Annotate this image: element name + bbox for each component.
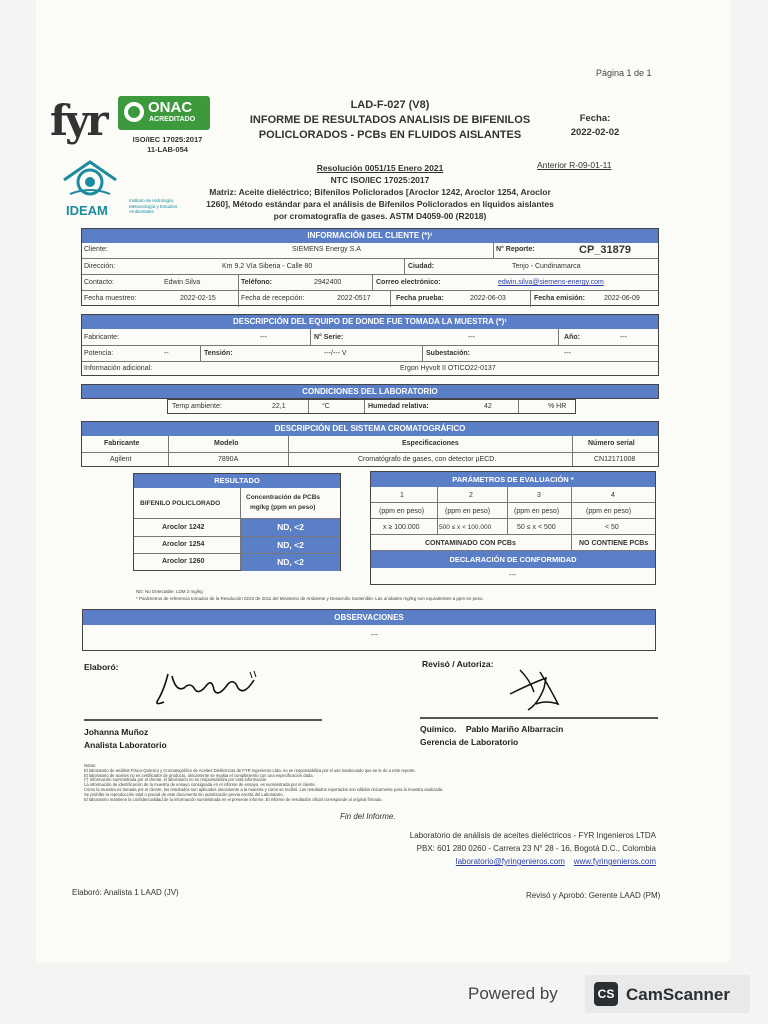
fprueba-label: Fecha prueba:: [396, 295, 444, 302]
header-date: [560, 112, 630, 140]
ciudad-value: Tenjo - Cundinamarca: [512, 263, 581, 270]
camscanner-name: CamScanner: [626, 985, 730, 1004]
footer-lab-info: [360, 829, 656, 868]
quimico-label: Químico.: [420, 724, 457, 734]
note-line: El laboratorio de análisis Físico-Químico y Cromatográfico de Aceites Dieléctricos de FYR Ingenieros Ltda. no se responsabiliza por el uso inadecuado que se le de a este reporte.: [84, 767, 416, 773]
cargo-1: Analista Laboratorio: [84, 740, 167, 750]
param-unit-4: (ppm en peso): [586, 508, 632, 515]
h-modelo: Modelo: [214, 440, 239, 447]
frecepcion-label: Fecha de recepción:: [241, 295, 305, 302]
tension-value: ---/--- V: [324, 350, 347, 357]
h-bifenilo: BIFENILO POLICLORADO: [140, 500, 221, 507]
fecha-label: Fecha:: [579, 113, 611, 124]
contacto-value: Edwin Silva: [164, 279, 201, 286]
note-line: La información de identificación de la muestra de ensayo consignada en el informe de ensayo, es suministrada por el cliente.: [84, 782, 316, 788]
reporte-label: N° Reporte:: [496, 246, 535, 253]
aroclor-1254-name: Aroclor 1254: [162, 541, 205, 548]
equipo-table: [81, 314, 659, 376]
declaracion-title: DECLARACIÓN DE CONFORMIDAD: [371, 551, 655, 568]
param-range-3: 50 ≤ x < 500: [517, 524, 556, 531]
sistema-section-title: DESCRIPCIÓN DEL SISTEMA CROMATOGRÁFICO: [82, 422, 658, 436]
signature-line-2: [420, 717, 658, 719]
h-conc-2: mg/kg (ppm en peso): [250, 504, 316, 511]
resultado-table: [133, 473, 341, 571]
signature-2-image: [500, 664, 570, 716]
cliente-value: SIEMENS Energy S.A: [292, 246, 361, 253]
serie-value: ---: [468, 334, 475, 341]
fyr-logo: fyr: [50, 96, 106, 145]
matriz-line-2: 1260], Método estándar para el análisis de Bifenilos Policlorados en líquidos aislantes: [206, 199, 554, 209]
subestacion-value: ---: [564, 350, 571, 357]
cliente-table: [81, 228, 659, 306]
condiciones-section-title: CONDICIONES DEL LABORATORIO: [81, 384, 659, 399]
resolucion-block: [270, 162, 490, 186]
h-especificaciones: Especificaciones: [402, 440, 459, 447]
note-line: Notas:: [84, 763, 97, 768]
frecepcion-value: 2022-0517: [337, 295, 371, 302]
matriz-line-1: Matriz: Aceite dieléctrico; Bifenilos Policlorados [Aroclor 1242, Aroclor 1254, Aroclor: [209, 187, 551, 197]
no-contiene-label: NO CONTIENE PCBs: [579, 540, 649, 547]
param-unit-3: (ppm en peso): [514, 508, 560, 515]
hum-value: 42: [484, 403, 492, 410]
footer-elaboro: Elaboró: Analista 1 LAAD (JV): [72, 888, 179, 897]
signature-1-image: [150, 666, 262, 712]
femision-value: 2022-06-09: [604, 295, 640, 302]
note-line: El laboratorio de aceites no es certificador de producto, únicamente se evalúa el cumplimiento con una especificación dada.: [84, 772, 314, 778]
sistema-serial: CN12171008: [594, 456, 636, 463]
nombre-1: Johanna Muñoz: [84, 727, 149, 737]
param-unit-2: (ppm en peso): [445, 508, 491, 515]
aroclor-1260-value: ND, <2: [241, 554, 340, 571]
onac-name: ONAC: [148, 99, 193, 116]
firma-2-block: [420, 723, 563, 749]
fabricante-value: ---: [260, 334, 267, 341]
title-line-1: INFORME DE RESULTADOS ANALISIS DE BIFENILOS: [249, 114, 531, 126]
signature-line-1: [84, 719, 322, 721]
resultado-section-title: RESULTADO: [134, 474, 340, 488]
camscanner-logo-icon: CS: [594, 982, 618, 1006]
ideam-subtitle: Instituto de Hidrología, Meteorología y Estudios Ambientales: [129, 198, 178, 214]
onac-iso: [125, 135, 210, 155]
observaciones-title: OBSERVACIONES: [83, 610, 655, 625]
info-value: Ergon Hyvolt II OTICO22-0137: [400, 365, 496, 372]
param-col-2: 2: [469, 492, 473, 499]
tension-label: Tensión:: [204, 350, 233, 357]
parametros-table: [370, 471, 656, 585]
form-code: LAD-F-027 (V8): [350, 99, 430, 111]
contacto-label: Contacto:: [84, 279, 114, 286]
footer-lab: Laboratorio de análisis de aceites dieléctricos - FYR Ingenieros LTDA: [409, 831, 656, 840]
note-line: El laboratorio mantiene la confidencialidad de la información suministrada en el presente informe. El informe de resultados oficial corresponde al original firmado.: [84, 796, 383, 802]
h-conc-1: Concentración de PCBs: [246, 494, 321, 501]
parametros-section-title: PARÁMETROS DE EVALUACIÓN *: [371, 472, 655, 487]
h-fabricante: Fabricante: [104, 440, 140, 447]
potencia-label: Potencia:: [84, 350, 114, 357]
fecha-value: 2022-02-02: [570, 127, 620, 138]
equipo-section-title: DESCRIPCIÓN DEL EQUIPO DE DONDE FUE TOMADA LA MUESTRA (*)¹: [82, 315, 658, 329]
h-serial: Número serial: [588, 440, 635, 447]
femision-label: Fecha emisión:: [534, 295, 585, 302]
param-range-2: 500 ≤ x < 100.000: [439, 524, 492, 531]
onac-circle-icon: [124, 102, 144, 122]
temp-unit: °C: [322, 403, 330, 410]
page-number: Página 1 de 1: [596, 68, 652, 78]
anio-label: Año:: [564, 334, 580, 341]
condiciones-row: [167, 399, 576, 414]
fabricante-label: Fabricante:: [84, 334, 120, 341]
elaboro-label: Elaboró:: [84, 662, 119, 672]
cliente-section-title: INFORMACIÓN DEL CLIENTE (*)¹: [82, 229, 658, 243]
anterior-ref: Anterior R-09-01-11: [537, 160, 612, 170]
telefono-value: 2942400: [314, 279, 342, 286]
param-range-4: < 50: [605, 524, 619, 531]
info-label: Información adicional:: [84, 365, 153, 372]
footer-email-link[interactable]: laboratorio@fyringenieros.com: [455, 857, 565, 866]
onac-sub: ACREDITADO: [149, 116, 196, 123]
title-line-2: POLICLORADOS - PCBs EN FLUIDOS AISLANTES: [258, 129, 522, 141]
note-line: Se prohíbe la reproducción total o parcial de este documento sin autorización previa escrita del Laboratorio.: [84, 791, 284, 797]
observaciones-value: ---: [371, 632, 378, 639]
cliente-label: Cliente:: [84, 246, 108, 253]
firma-1-block: [84, 726, 167, 752]
reviso-label: Revisó / Autoriza:: [422, 659, 494, 669]
sistema-table: [81, 421, 659, 467]
fmuestreo-label: Fecha muestreo:: [84, 295, 137, 302]
footer-web-link[interactable]: www.fyringenieros.com: [573, 857, 656, 866]
hum-unit: % HR: [548, 403, 567, 410]
nd-note: ND: No Detectable. LDM 2 mg/kg: [136, 589, 203, 594]
matriz-line-3: por cromatografía de gases. ASTM D4059-00 (R2018): [273, 211, 487, 221]
telefono-label: Teléfono:: [241, 279, 272, 286]
onac-logo: [118, 96, 210, 130]
aroclor-1260-name: Aroclor 1260: [162, 558, 205, 565]
param-col-3: 3: [537, 492, 541, 499]
aroclor-1242-value: ND, <2: [241, 519, 340, 536]
ntc: NTC ISO/IEC 17025:2017: [330, 175, 430, 185]
temp-value: 22,1: [272, 403, 286, 410]
fin-informe: Fin del Informe.: [340, 812, 396, 821]
anio-value: ---: [620, 334, 627, 341]
report-title: [240, 98, 540, 143]
param-col-1: 1: [400, 492, 404, 499]
direccion-value: Km 9.2 Vía Siberia - Calle 80: [222, 263, 313, 270]
note-line: Como la muestra es tomada por el cliente, los resultados son aplicados únicamente a la muestra y como se recibió. Los resultados reportados son válidos únicamente para la muestra analizada.: [84, 786, 444, 792]
sistema-modelo: 7890A: [218, 456, 239, 463]
param-col-4: 4: [611, 492, 615, 499]
sistema-fabricante: Agilent: [110, 456, 132, 463]
contaminado-label: CONTAMINADO CON PCBs: [425, 540, 516, 547]
reporte-value: CP_31879: [579, 244, 631, 256]
fmuestreo-value: 2022-02-15: [180, 295, 216, 302]
subestacion-label: Subestación:: [426, 350, 470, 357]
potencia-value: --: [164, 350, 169, 357]
nombre-2: Pablo Mariño Albarracin: [465, 724, 564, 734]
direccion-label: Dirección:: [84, 263, 116, 270]
lab-code: 11-LAB-054: [147, 145, 188, 154]
hum-label: Humedad relativa:: [368, 403, 429, 410]
powered-by-text: Powered by: [468, 984, 558, 1003]
aroclor-1242-name: Aroclor 1242: [162, 524, 205, 531]
temp-label: Temp ambiente:: [172, 403, 222, 410]
ideam-name: IDEAM: [66, 203, 108, 218]
param-range-1: x ≥ 100.000: [383, 524, 420, 531]
ciudad-label: Ciudad:: [408, 263, 435, 270]
ref-note: * Parámetros de referencia tomados de la Resolución 0222 de 2011 del Ministerio de Ambiente y Desarrollo Sostenible. Las unidades mg/Kg son equivalentes a ppm en peso.: [136, 596, 484, 601]
observaciones-table: [82, 609, 656, 651]
cargo-2: Gerencia de Laboratorio: [420, 737, 519, 747]
param-unit-1: (ppm en peso): [379, 508, 425, 515]
resolucion: Resolución 0051/15 Enero 2021: [316, 163, 444, 173]
correo-value[interactable]: edwin.silva@siemens-energy.com: [498, 279, 604, 286]
fprueba-value: 2022-06-03: [470, 295, 506, 302]
serie-label: N° Serie:: [314, 334, 344, 341]
matriz-text: [195, 186, 565, 222]
legal-notes: [84, 764, 604, 802]
footer-reviso: Revisó y Aprobó: Gerente LAAD (PM): [526, 891, 661, 900]
iso-text: ISO/IEC 17025:2017: [132, 135, 203, 144]
correo-label: Correo electrónico:: [376, 279, 441, 286]
ideam-logo-icon: [60, 158, 120, 200]
footer-pbx: PBX: 601 280 0260 - Carrera 23 N° 28 - 16, Bogotá D.C., Colombia: [416, 844, 656, 853]
aroclor-1254-value: ND, <2: [241, 537, 340, 553]
note-line: (*) Información suministrada por el cliente, el laboratorio no se responsabiliza por esta información.: [84, 777, 268, 783]
declaracion-value: ---: [509, 572, 516, 579]
sistema-especificaciones: Cromatógrafo de gases, con detector µECD.: [358, 456, 497, 463]
